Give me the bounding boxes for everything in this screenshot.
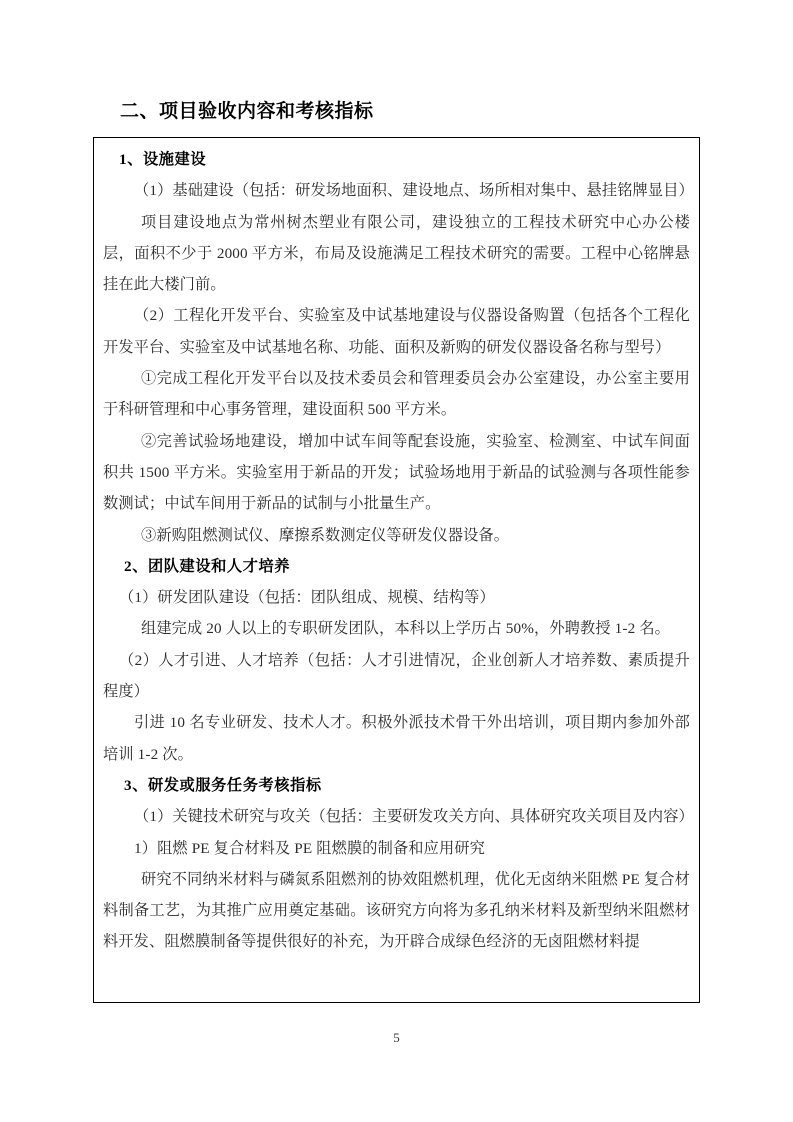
paragraph-3-1: （1）关键技术研究与攻关（包括：主要研发攻关方向、具体研究攻关项目及内容） (134, 808, 694, 826)
paragraph-3-1-item-1-body: 研究不同纳米材料与磷氮系阻燃剂的协效阻燃机理，优化无卤纳米阻燃 PE 复合材料制备工艺，为其推广应用奠定基础。该研究方向将为多孔纳米材料及新型纳米阻燃材料开发、阻燃膜制备等提供很好的补充，为开辟合成绿色经济的无卤阻燃材料提 (103, 870, 690, 951)
subsection-heading-1: 1、设施建设 (119, 151, 207, 168)
paragraph-1-1: （1）基础建设（包括：研发场地面积、建设地点、场所相对集中、悬挂铭牌显目） (134, 182, 694, 200)
section-heading: 二、项目验收内容和考核指标 (120, 100, 374, 122)
subsection-heading-3: 3、研发或服务任务考核指标 (124, 776, 322, 794)
paragraph-1-2: （2）工程化开发平台、实验室及中试基地建设与仪器设备购置（包括各个工程化开发平台、实验室及中试基地名称、功能、面积及新购的研发仪器设备名称与型号） (103, 307, 690, 356)
paragraph-1-2-item-1: ①完成工程化开发平台以及技术委员会和管理委员会办公室建设，办公室主要用于科研管理和中心事务管理，建设面积 500 平方米。 (103, 370, 690, 419)
paragraph-2-2-body: 引进 10 名专业研发、技术人才。积极外派技术骨干外出培训，项目期内参加外部培训 1-2 次。 (103, 714, 690, 763)
content-body (94, 138, 699, 958)
paragraph-1-2-item-2: ②完善试验场地建设，增加中试车间等配套设施，实验室、检测室、中试车间面积共 1500 平方米。实验室用于新品的开发；试验场地用于新品的试验测与各项性能参数测试；中试车间用于新品的试制与小批量生产。 (103, 432, 690, 513)
subsection-heading-2: 2、团队建设和人才培养 (124, 557, 291, 575)
paragraph-2-1-body: 组建完成 20 人以上的专职研发团队，本科以上学历占 50%，外聘教授 1-2 名。 (141, 620, 670, 638)
paragraph-3-1-item-1: 1）阻燃 PE 复合材料及 PE 阻燃膜的制备和应用研究 (134, 839, 485, 857)
content-box (93, 137, 700, 1003)
paragraph-1-1-body: 项目建设地点为常州树杰塑业有限公司，建设独立的工程技术研究中心办公楼层，面积不少于 2000 平方米，布局及设施满足工程技术研究的需要。工程中心铭牌悬挂在此大楼门前。 (103, 213, 690, 294)
paragraph-2-2: （2）人才引进、人才培养（包括：人才引进情况，企业创新人才培养数、素质提升程度） (103, 651, 690, 701)
paragraph-2-1: （1）研发团队建设（包括：团队组成、规模、结构等） (119, 589, 495, 607)
paragraph-1-2-item-3: ③新购阻燃测试仪、摩擦系数测定仪等研发仪器设备。 (141, 526, 510, 544)
page-number: 5 (393, 1030, 400, 1045)
